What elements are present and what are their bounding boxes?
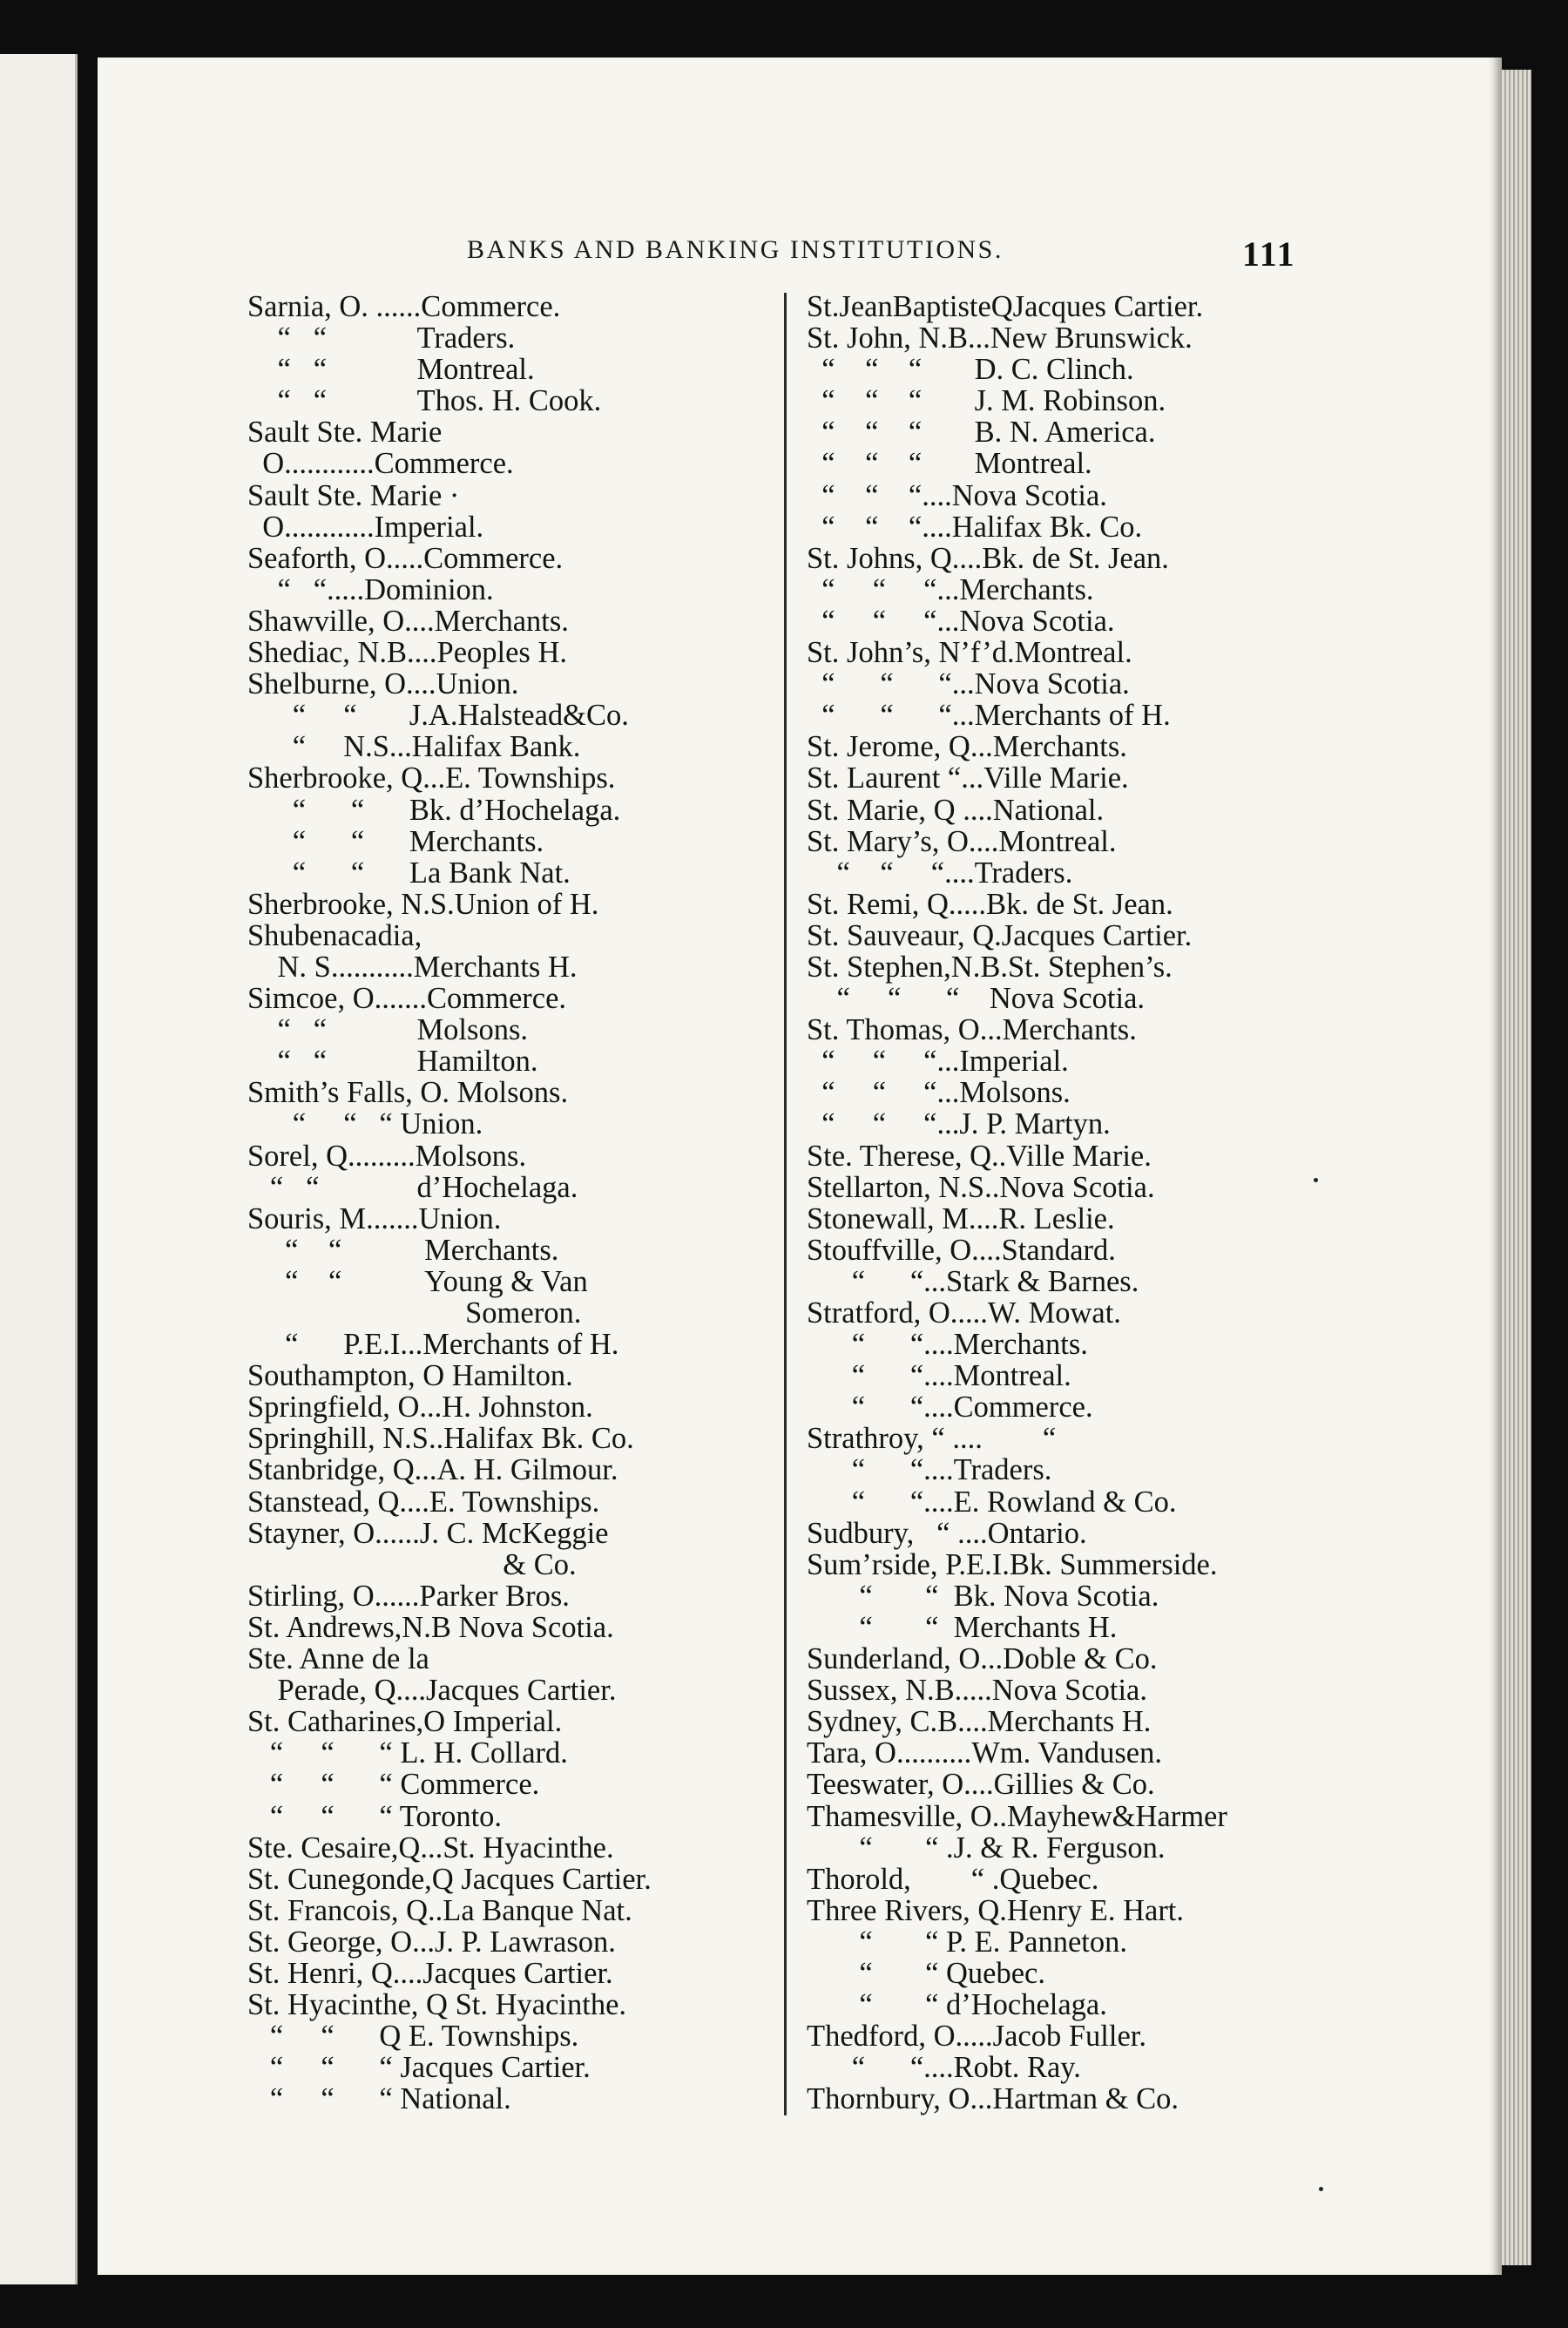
directory-entry-line: St. Hyacinthe, Q St. Hyacinthe. bbox=[247, 1988, 627, 2022]
directory-entry-line: “ “....Traders. bbox=[807, 1453, 1052, 1487]
directory-entry-line: “ “ Quebec. bbox=[807, 1956, 1045, 1990]
directory-entry-line: Stirling, O......Parker Bros. bbox=[247, 1579, 570, 1613]
directory-entry-line: Three Rivers, Q.Henry E. Hart. bbox=[807, 1893, 1185, 1927]
directory-entry-line: Sherbrooke, N.S.Union of H. bbox=[247, 887, 599, 921]
directory-entry-line: Stanbridge, Q...A. H. Gilmour. bbox=[247, 1453, 618, 1487]
directory-entry-line: Shelburne, O....Union. bbox=[247, 667, 519, 701]
running-header: BANKS AND BANKING INSTITUTIONS. bbox=[467, 235, 1004, 264]
directory-entry-line: Shediac, N.B....Peoples H. bbox=[247, 636, 568, 670]
directory-entry-line: Simcoe, O.......Commerce. bbox=[247, 982, 567, 1016]
directory-entry-line: “ “ “ Commerce. bbox=[247, 1768, 540, 1802]
directory-entry-line: “ “....Merchants. bbox=[807, 1328, 1088, 1362]
directory-entry-line: Sudbury, “ ....Ontario. bbox=[807, 1516, 1087, 1550]
facing-page-edge bbox=[0, 54, 78, 2284]
left-column-listing bbox=[247, 291, 774, 2115]
directory-entry-line: Sydney, C.B....Merchants H. bbox=[807, 1705, 1152, 1739]
directory-entry-line: St. Francois, Q..La Banque Nat. bbox=[247, 1893, 632, 1927]
directory-entry-line: “ “....Montreal. bbox=[807, 1359, 1071, 1393]
directory-entry-line: Thornbury, O...Hartman & Co. bbox=[807, 2082, 1179, 2116]
directory-entry-line: Ste. Anne de la bbox=[247, 1642, 429, 1676]
directory-entry-line: Sherbrooke, Q...E. Townships. bbox=[247, 761, 616, 795]
directory-entry-line: “ “ “ D. C. Clinch. bbox=[807, 353, 1134, 387]
directory-entry-line: St. Marie, Q ....National. bbox=[807, 793, 1105, 827]
directory-entry-line: “ “ “ Montreal. bbox=[807, 447, 1092, 481]
directory-entry-line: Sault Ste. Marie bbox=[247, 416, 443, 450]
directory-entry-line: “ “ “ National. bbox=[247, 2082, 511, 2116]
directory-entry-line: Springfield, O...H. Johnston. bbox=[247, 1391, 593, 1425]
directory-entry-line: N. S...........Merchants H. bbox=[247, 950, 578, 984]
directory-entry-line: “ “.....Dominion. bbox=[247, 572, 494, 606]
directory-entry-line: “ “ “ L. H. Collard. bbox=[247, 1736, 568, 1770]
directory-entry-line: “ “ “ Union. bbox=[247, 1107, 483, 1141]
directory-entry-line: “ “ J.A.Halstead&Co. bbox=[247, 699, 629, 733]
directory-entry-line: “ “ “ J. M. Robinson. bbox=[807, 384, 1166, 418]
directory-entry-line: Thamesville, O..Mayhew&Harmer bbox=[807, 1799, 1227, 1833]
directory-entry-line: “ “ “...Nova Scotia. bbox=[807, 604, 1115, 638]
directory-entry-line: Shawville, O....Merchants. bbox=[247, 604, 569, 638]
directory-entry-line: Sunderland, O...Doble & Co. bbox=[807, 1642, 1158, 1676]
directory-entry-line: Southampton, O Hamilton. bbox=[247, 1359, 573, 1393]
directory-entry-line: St. Thomas, O...Merchants. bbox=[807, 1013, 1137, 1047]
directory-entry-line: Stratford, O.....W. Mowat. bbox=[807, 1296, 1121, 1330]
directory-entry-line: “ “ Merchants. bbox=[247, 1233, 559, 1267]
directory-entry-line: Someron. bbox=[247, 1296, 582, 1330]
directory-entry-line: “ “....Commerce. bbox=[807, 1391, 1093, 1425]
directory-entry-line: “ “ “ Jacques Cartier. bbox=[247, 2051, 591, 2085]
directory-entry-line: Sum’rside, P.E.I.Bk. Summerside. bbox=[807, 1547, 1218, 1581]
directory-entry-line: “ “ “ Toronto. bbox=[247, 1799, 503, 1833]
directory-entry-line: Strathroy, “ .... “ bbox=[807, 1422, 1057, 1456]
directory-entry-line: “ “ “....Traders. bbox=[807, 856, 1073, 890]
directory-entry-line: Smith’s Falls, O. Molsons. bbox=[247, 1076, 569, 1110]
directory-entry-line: St. Sauveaur, Q.Jacques Cartier. bbox=[807, 918, 1193, 952]
directory-entry-line: St. Andrews,N.B Nova Scotia. bbox=[247, 1610, 614, 1644]
directory-entry-line: Ste. Therese, Q..Ville Marie. bbox=[807, 1139, 1152, 1173]
directory-entry-line: Tara, O..........Wm. Vandusen. bbox=[807, 1736, 1162, 1770]
directory-entry-line: St. Catharines,O Imperial. bbox=[247, 1705, 563, 1739]
directory-entry-line: O............Commerce. bbox=[247, 447, 514, 481]
directory-entry-line: “ “ “....Halifax Bk. Co. bbox=[807, 510, 1143, 544]
directory-entry-line: “ “ Hamilton. bbox=[247, 1045, 538, 1079]
directory-entry-line: Sault Ste. Marie · bbox=[247, 478, 460, 512]
directory-entry-line: “ “ Bk. Nova Scotia. bbox=[807, 1579, 1159, 1613]
directory-entry-line: Stonewall, M....R. Leslie. bbox=[807, 1201, 1115, 1235]
directory-entry-line: “ “ Q E. Townships. bbox=[247, 2020, 579, 2054]
directory-entry-line: Stouffville, O....Standard. bbox=[807, 1233, 1116, 1267]
directory-entry-line: “ “ d’Hochelaga. bbox=[247, 1170, 578, 1204]
page-number: 111 bbox=[1242, 234, 1296, 274]
directory-entry-line: Stayner, O......J. C. McKeggie bbox=[247, 1516, 609, 1550]
directory-entry-line: Souris, M.......Union. bbox=[247, 1201, 502, 1235]
directory-entry-line: “ “ “...Merchants of H. bbox=[807, 699, 1171, 733]
directory-entry-line: St. Jerome, Q...Merchants. bbox=[807, 730, 1127, 764]
directory-entry-line: Ste. Cesaire,Q...St. Hyacinthe. bbox=[247, 1831, 614, 1864]
directory-entry-line: “ “ Montreal. bbox=[247, 353, 535, 387]
directory-entry-line: St. Stephen,N.B.St. Stephen’s. bbox=[807, 950, 1173, 984]
directory-entry-line: St.JeanBaptisteQJacques Cartier. bbox=[807, 290, 1204, 323]
directory-entry-line: “ “ P. E. Panneton. bbox=[807, 1925, 1127, 1959]
directory-entry-line: “ “ Molsons. bbox=[247, 1013, 528, 1047]
directory-entry-line: St. John, N.B...New Brunswick. bbox=[807, 321, 1193, 355]
directory-entry-line: “ P.E.I...Merchants of H. bbox=[247, 1328, 619, 1362]
directory-entry-line: St. Henri, Q....Jacques Cartier. bbox=[247, 1956, 613, 1990]
directory-entry-line: St. Cunegonde,Q Jacques Cartier. bbox=[247, 1862, 652, 1896]
directory-entry-line: Stanstead, Q....E. Townships. bbox=[247, 1485, 600, 1519]
directory-entry-line: Teeswater, O....Gillies & Co. bbox=[807, 1768, 1155, 1802]
directory-entry-line: Shubenacadia, bbox=[247, 918, 422, 952]
directory-entry-line: “ “...Stark & Barnes. bbox=[807, 1264, 1139, 1298]
directory-entry-line: O............Imperial. bbox=[247, 510, 484, 544]
directory-entry-line: “ “ “....Nova Scotia. bbox=[807, 478, 1107, 512]
directory-entry-line: “ “ d’Hochelaga. bbox=[807, 1988, 1107, 2022]
directory-entry-line: & Co. bbox=[247, 1547, 577, 1581]
directory-entry-line: St. George, O...J. P. Lawrason. bbox=[247, 1925, 616, 1959]
directory-entry-line: “ “ “...Molsons. bbox=[807, 1076, 1071, 1110]
directory-entry-line: “ “ Young & Van bbox=[247, 1264, 588, 1298]
directory-entry-line: St. Johns, Q....Bk. de St. Jean. bbox=[807, 541, 1169, 575]
directory-entry-line: “ “ “...Imperial. bbox=[807, 1045, 1069, 1079]
directory-entry-line: “ “ La Bank Nat. bbox=[247, 856, 571, 890]
directory-entry-line: Sussex, N.B.....Nova Scotia. bbox=[807, 1674, 1147, 1708]
directory-entry-line: Thedford, O.....Jacob Fuller. bbox=[807, 2020, 1146, 2054]
directory-entry-line: “ “ Bk. d’Hochelaga. bbox=[247, 793, 621, 827]
directory-entry-line: Stellarton, N.S..Nova Scotia. bbox=[807, 1170, 1155, 1204]
directory-entry-line: “ “ .J. & R. Ferguson. bbox=[807, 1831, 1166, 1864]
page-stack-edge bbox=[1502, 70, 1531, 2265]
directory-entry-line: Sorel, Q.........Molsons. bbox=[247, 1139, 527, 1173]
directory-entry-line: “ “ “...Nova Scotia. bbox=[807, 667, 1130, 701]
directory-entry-line: “ “ Merchants. bbox=[247, 824, 544, 858]
directory-entry-line: “ N.S...Halifax Bank. bbox=[247, 730, 581, 764]
print-speck bbox=[1314, 1178, 1318, 1182]
directory-entry-line: “ “ Thos. H. Cook. bbox=[247, 384, 602, 418]
directory-entry-line: “ “ “...J. P. Martyn. bbox=[807, 1107, 1111, 1141]
directory-entry-line: St. Laurent “...Ville Marie. bbox=[807, 761, 1129, 795]
directory-entry-line: “ “ “...Merchants. bbox=[807, 572, 1094, 606]
directory-entry-line: Sarnia, O. ......Commerce. bbox=[247, 290, 561, 323]
right-column-listing bbox=[807, 291, 1329, 2115]
directory-entry-line: Springhill, N.S..Halifax Bk. Co. bbox=[247, 1422, 634, 1456]
directory-entry-line: St. John’s, N’f’d.Montreal. bbox=[807, 636, 1132, 670]
column-divider-rule bbox=[784, 293, 787, 2115]
directory-entry-line: Perade, Q....Jacques Cartier. bbox=[247, 1674, 617, 1708]
print-speck bbox=[1319, 2187, 1323, 2191]
directory-entry-line: “ “ “ B. N. America. bbox=[807, 416, 1156, 450]
directory-entry-line: “ “....Robt. Ray. bbox=[807, 2051, 1081, 2085]
directory-entry-line: “ “ Merchants H. bbox=[807, 1610, 1118, 1644]
directory-entry-line: Thorold, “ .Quebec. bbox=[807, 1862, 1099, 1896]
directory-entry-line: “ “....E. Rowland & Co. bbox=[807, 1485, 1177, 1519]
directory-entry-line: “ “ “ Nova Scotia. bbox=[807, 982, 1146, 1016]
directory-entry-line: St. Remi, Q.....Bk. de St. Jean. bbox=[807, 887, 1173, 921]
directory-entry-line: Seaforth, O.....Commerce. bbox=[247, 541, 564, 575]
directory-entry-line: “ “ Traders. bbox=[247, 321, 516, 355]
directory-entry-line: St. Mary’s, O....Montreal. bbox=[807, 824, 1117, 858]
